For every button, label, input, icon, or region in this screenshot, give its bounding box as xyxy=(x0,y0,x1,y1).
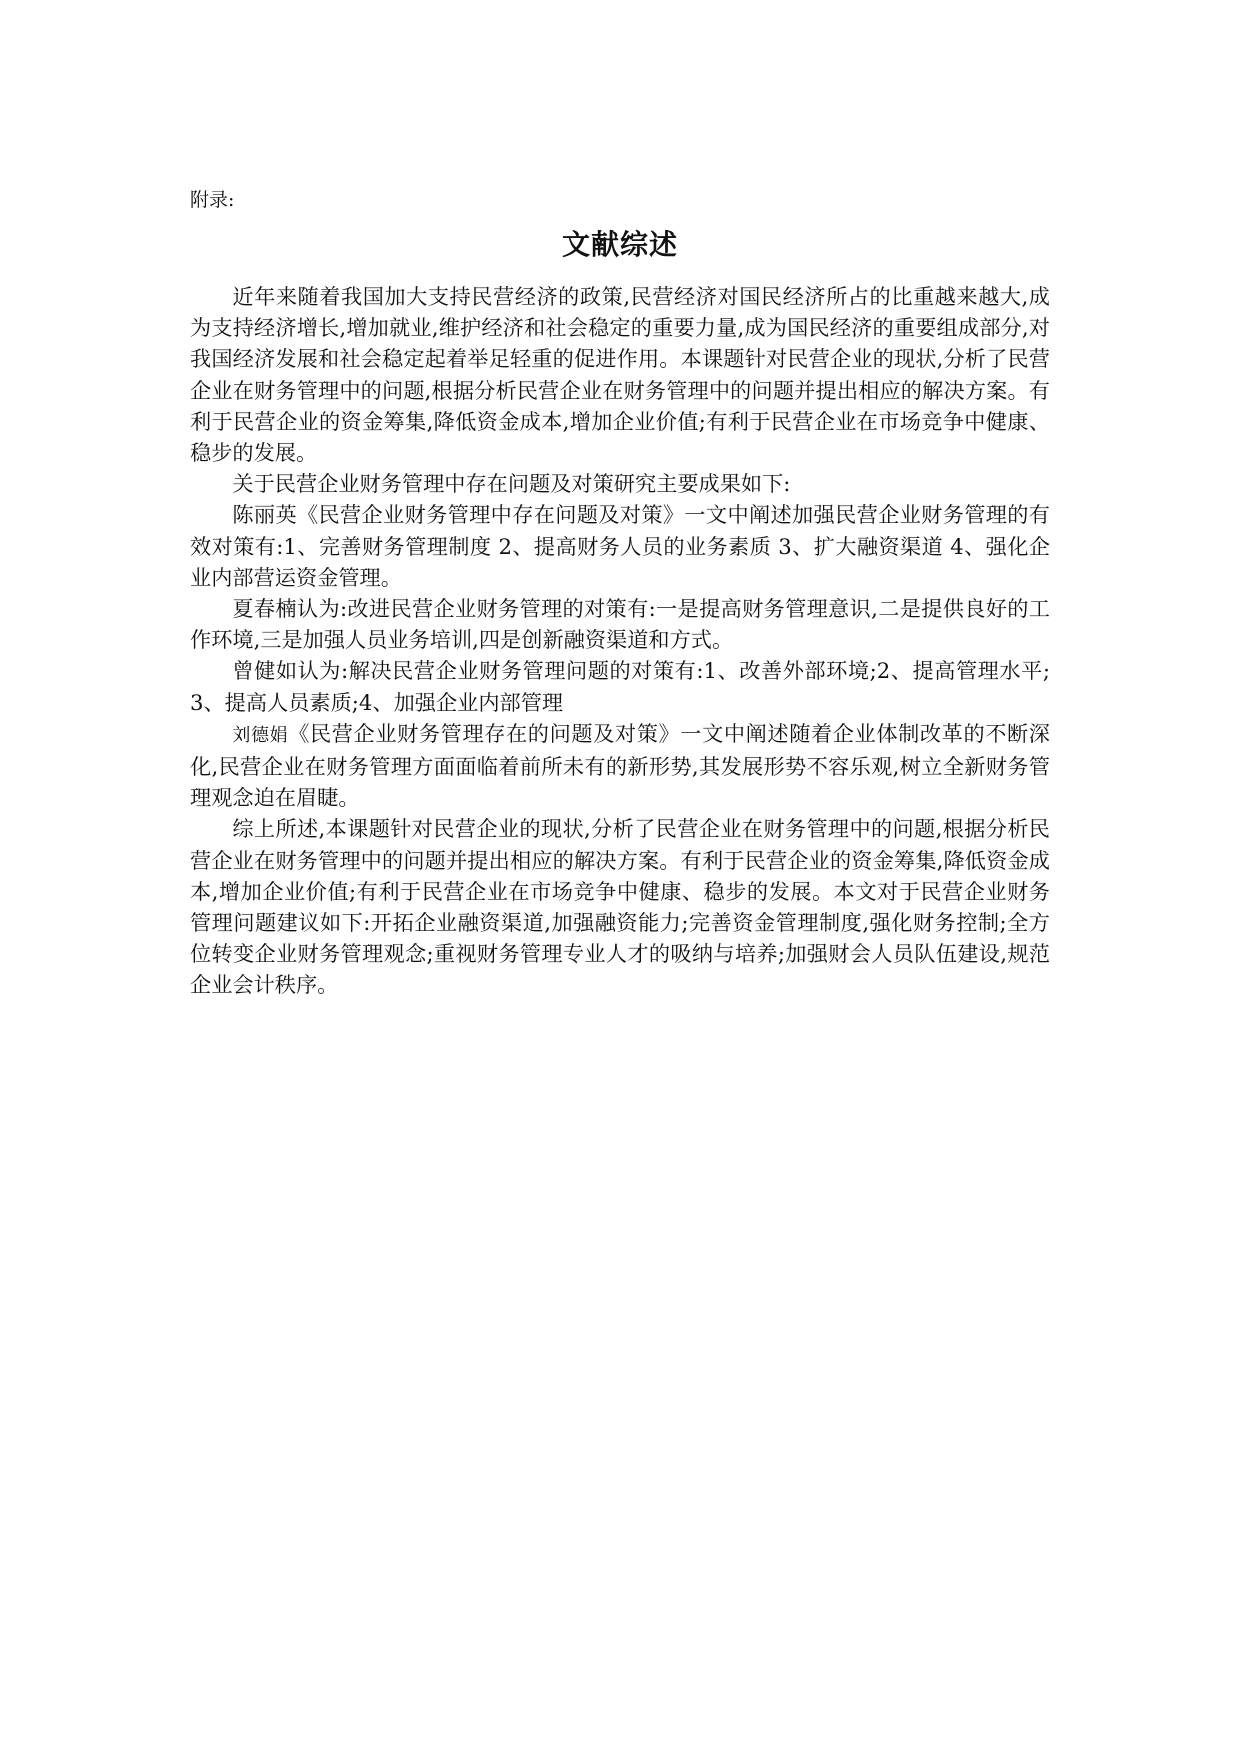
paragraph-results-heading: 关于民营企业财务管理中存在问题及对策研究主要成果如下: xyxy=(232,471,791,497)
paragraph-xia-chunnan: 夏春楠认为:改进民营企业财务管理的对策有:一是提高财务管理意识,二是提供良好的工作环境,三是加强人员业务培训,四是创新融资渠道和方式。 xyxy=(190,596,1050,653)
paragraph-chen-liying: 陈丽英《民营企业财务管理中存在问题及对策》一文中阐述加强民营企业财务管理的有效对策有:1、完善财务管理制度 2、提高财务人员的业务素质 3、扩大融资渠道 4、强化企业内部营运资金管理。 xyxy=(190,502,1050,590)
author-name-liu-dejuan: 刘德娟 xyxy=(232,724,289,746)
paragraph-liu-dejuan xyxy=(190,718,1050,814)
paragraph-liu-dejuan-text: 《民营企业财务管理存在的问题及对策》一文中阐述随着企业体制改革的不断深化,民营企业在财务管理方面面临着前所未有的新形势,其发展形势不容乐观,树立全新财务管理观念迫在眉睫。 xyxy=(190,720,1050,811)
paragraph-zeng-jianru: 曾健如认为:解决民营企业财务管理问题的对策有:1、改善外部环境;2、提高管理水平;3、提高人员素质;4、加强企业内部管理 xyxy=(190,658,1050,715)
appendix-label: 附录: xyxy=(190,189,235,211)
paragraph-conclusion: 综上所述,本课题针对民营企业的现状,分析了民营企业在财务管理中的问题,根据分析民营企业在财务管理中的问题并提出相应的解决方案。有利于民营企业的资金筹集,降低资金成本,增加企业价值;有利于民营企业在市场竞争中健康、稳步的发展。本文对于民营企业财务管理问题建议如下:开拓企业融资渠道,加强融资能力;完善资金管理制度,强化财务控制;全方位转变企业财务管理观念;重视财务管理专业人才的吸纳与培养;加强财会人员队伍建设,规范企业会计秩序。 xyxy=(190,816,1050,998)
document-title: 文献综述 xyxy=(561,228,678,261)
body-text xyxy=(190,281,1050,1001)
paragraph-intro: 近年来随着我国加大支持民营经济的政策,民营经济对国民经济所占的比重越来越大,成为支持经济增长,增加就业,维护经济和社会稳定的重要力量,成为国民经济的重要组成部分,对我国经济发展和社会稳定起着举足轻重的促进作用。本课题针对民营企业的现状,分析了民营企业在财务管理中的问题,根据分析民营企业在财务管理中的问题并提出相应的解决方案。有利于民营企业的资金筹集,降低资金成本,增加企业价值;有利于民营企业在市场竞争中健康、稳步的发展。 xyxy=(190,284,1050,466)
